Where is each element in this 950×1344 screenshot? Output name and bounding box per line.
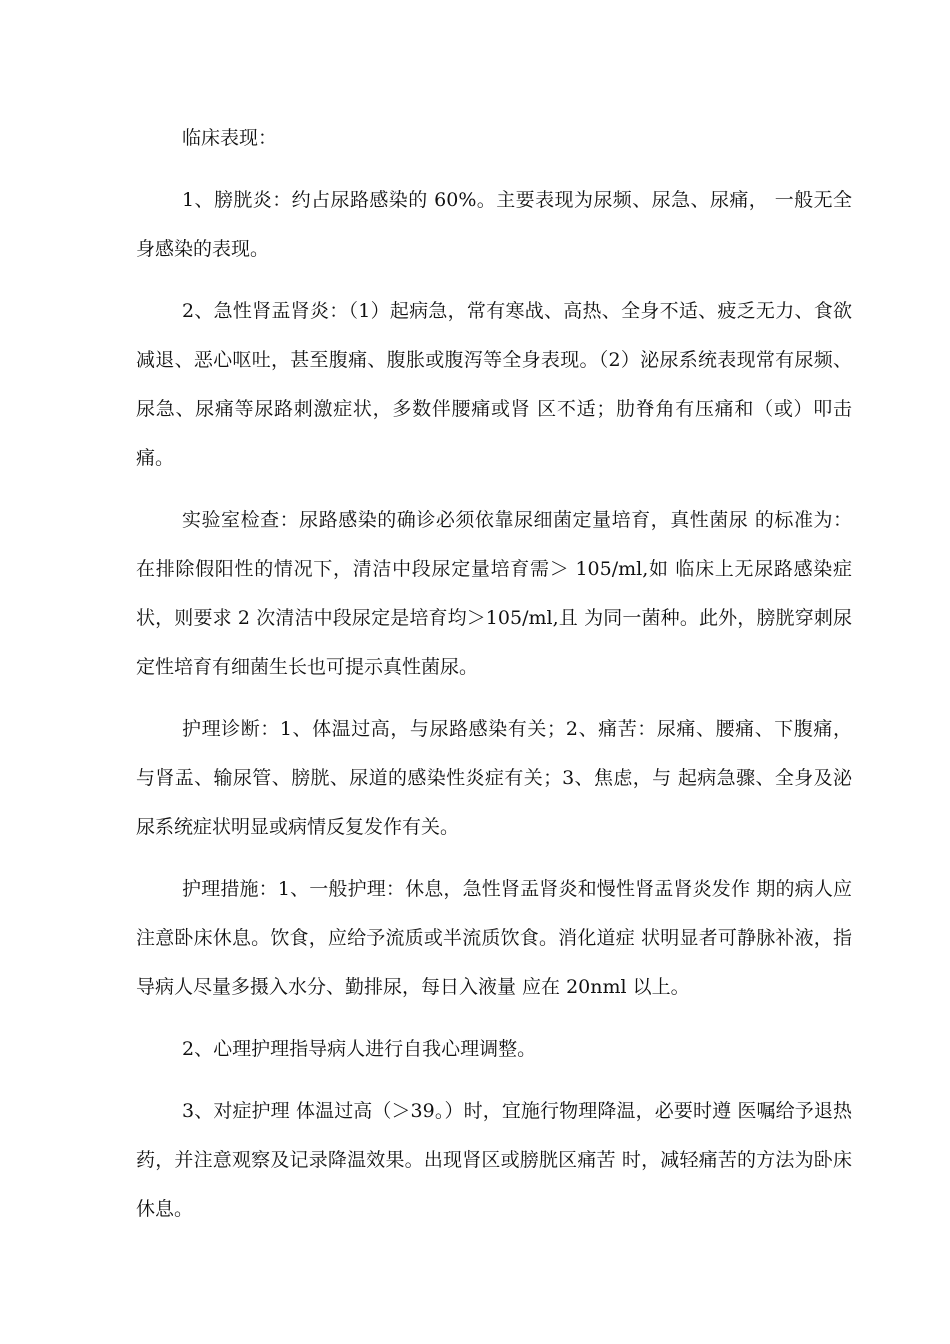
paragraph-symptomatic-care: 3、对症护理 体温过高（＞39。）时，宜施行物理降温，必要时遵 医嘱给予退热药，并注意观察及记录降温效果。出现肾区或膀胱区痛苦 时，减轻痛苦的方法为卧床休息。: [136, 1100, 852, 1220]
document-body: [136, 114, 852, 1247]
paragraph-laboratory-tests: 实验室检查：尿路感染的确诊必须依靠尿细菌定量培育，真性菌尿 的标准为：在排除假阳性的情况下，清洁中段尿定量培育需＞ 105/ml,如 临床上无尿路感染症状，则要求 2 次清洁中段尿定是培育均＞105/ml,且 为同一菌种。此外，膀胱穿刺尿定性培育有细菌生长也可提示真性菌尿。: [136, 509, 852, 678]
paragraph-acute-pyelonephritis: 2、急性肾盂肾炎：（1）起病急，常有寒战、高热、全身不适、疲乏无力、食欲减退、恶心呕吐，甚至腹痛、腹胀或腹泻等全身表现。（2）泌尿系统表现常有尿频、尿急、尿痛等尿路刺激症状，多数伴腰痛或肾 区不适；肋脊角有压痛和（或）叩击痛。: [136, 300, 852, 469]
section-heading-clinical-manifestations: 临床表现：: [182, 127, 278, 149]
paragraph-nursing-measures: 护理措施：1、一般护理：休息，急性肾盂肾炎和慢性肾盂肾炎发作 期的病人应注意卧床休息。饮食，应给予流质或半流质饮食。消化道症 状明显者可静脉补液，指导病人尽量多摄入水分、勤排尿，每日入液量 应在 20nml 以上。: [136, 878, 852, 998]
paragraph-nursing-diagnosis: 护理诊断：1、体温过高，与尿路感染有关；2、痛苦：尿痛、腰痛、下腹痛，与肾盂、输尿管、膀胱、尿道的感染性炎症有关；3、焦虑，与 起病急骤、全身及泌尿系统症状明显或病情反复发作有关。: [136, 718, 852, 838]
paragraph-cystitis: 1、膀胱炎：约占尿路感染的 60%。主要表现为尿频、尿急、尿痛， 一般无全身感染的表现。: [136, 189, 852, 260]
paragraph-psychological-care: 2、心理护理指导病人进行自我心理调整。: [182, 1038, 537, 1060]
